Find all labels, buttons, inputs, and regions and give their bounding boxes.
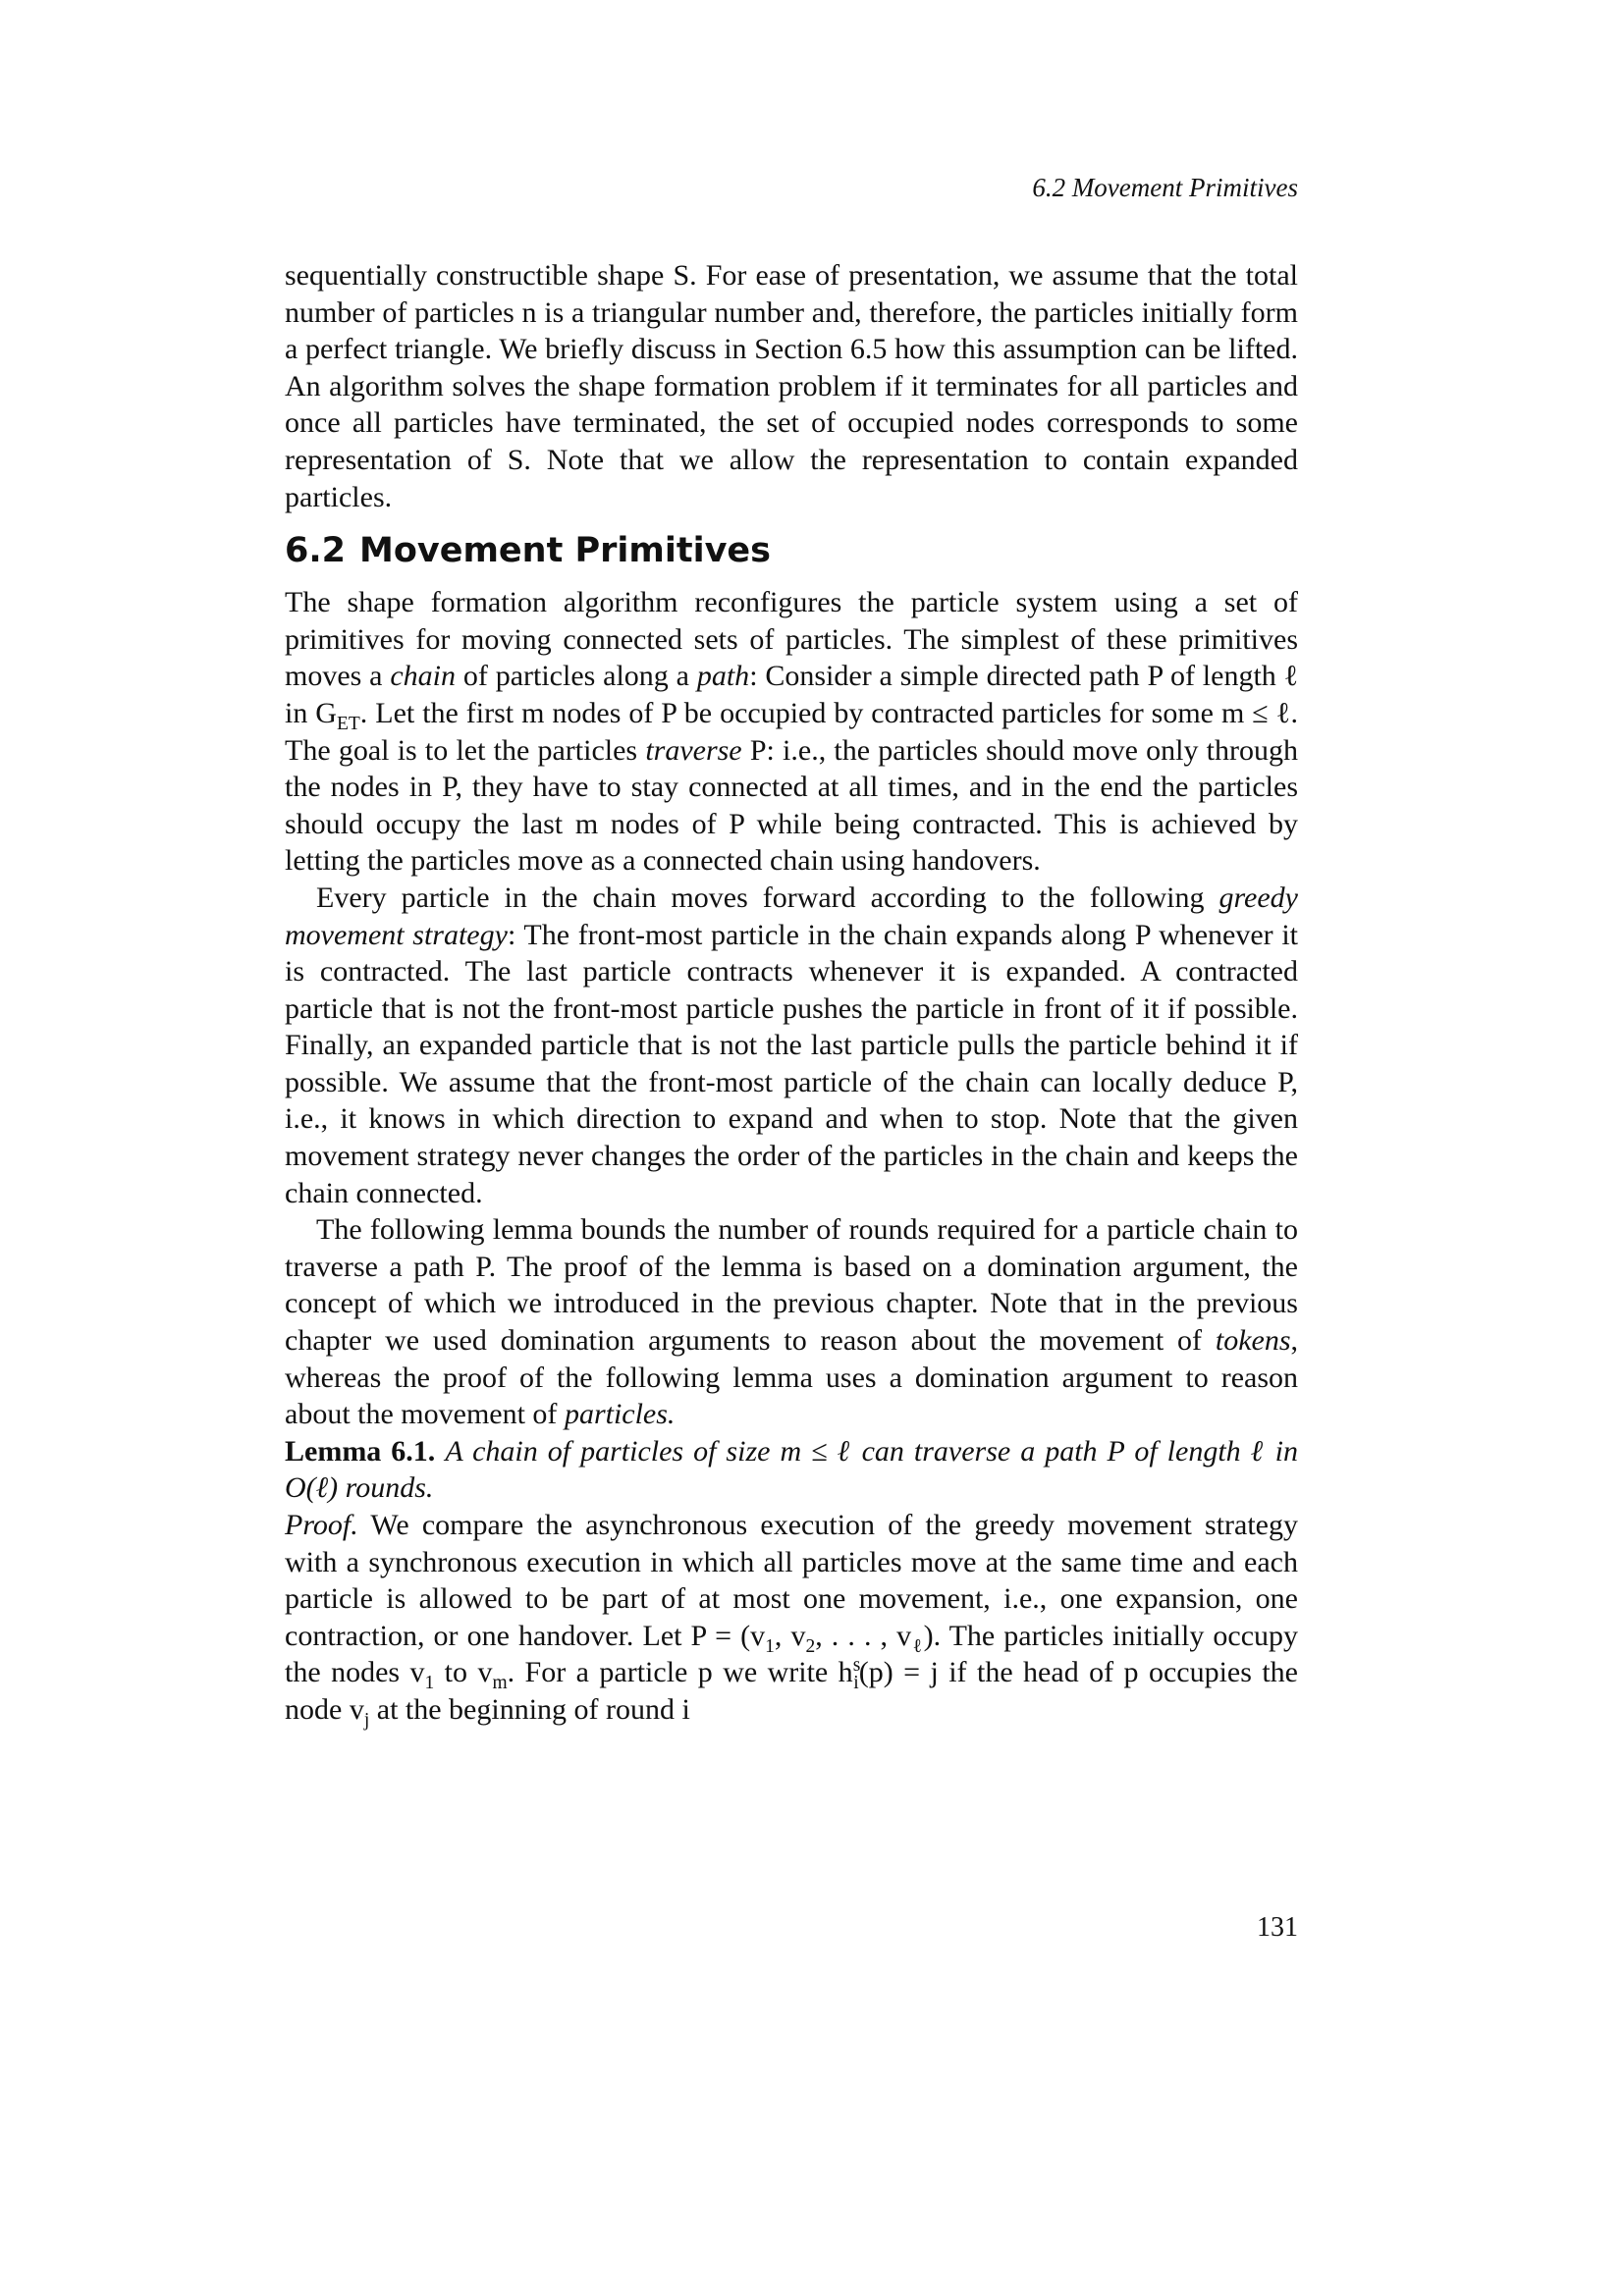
p2-text-b: : The front-most particle in the chain expands along P whenever it is contracted. The last particle contracts whenever it is expanded. A contracted particle that is not the front-most particle pushes the particle in front of it if possible. Finally, an expanded particle that is not the last particle pulls the particle behind it if possible. We assume that the front-most particle of the chain can locally deduce P, i.e., it knows in which direction to expand and when to stop. Note that the given movement strategy never changes the order of the particles in the chain and keeps the chain connected. — [285, 918, 1299, 1209]
page-body — [285, 257, 1298, 1729]
proof-sub: 1 — [765, 1635, 775, 1657]
proof — [285, 1507, 1298, 1729]
paragraph-3 — [285, 1211, 1298, 1433]
proof-text-b: , v — [774, 1619, 806, 1652]
p2-text-a: Every particle in the chain moves forward according to the following — [316, 881, 1219, 914]
p1-path: path — [696, 660, 750, 693]
p1-chain: chain — [390, 660, 456, 693]
lemma-statement: A chain of particles of size m ≤ ℓ can traverse a path P of length ℓ in O(ℓ) rounds. — [285, 1434, 1299, 1505]
running-header: 6.2 Movement Primitives — [1032, 173, 1298, 202]
proof-text-d: ). The particles initially occupy the nodes v — [285, 1619, 1299, 1689]
proof-sub: j — [363, 1709, 370, 1731]
p3-particles: particles. — [564, 1398, 676, 1431]
p1-text-a: The shape formation algorithm reconfigures the particle system using a set of primitives for moving connected sets of particles. The simplest of these primitives moves a — [285, 586, 1298, 693]
p1-text-d: . Let the first m nodes of P be occupied by contracted particles for some m ≤ ℓ. The goal is to let the particles — [285, 696, 1299, 767]
section-number: 6.2 — [285, 531, 347, 571]
page-number: 131 — [1257, 1912, 1298, 1943]
proof-label: Proof. — [285, 1509, 358, 1541]
proof-text-c: , . . . , v — [815, 1619, 912, 1652]
p1-traverse: traverse — [645, 733, 742, 767]
proof-text-g: (p) = j if the head of p occupies the node v — [285, 1656, 1299, 1726]
proof-text-h: at the beginning of round i — [369, 1692, 690, 1726]
p1-text-c: : Consider a simple directed path P of length ℓ in G — [285, 660, 1298, 729]
p2-greedy: greedy movement strategy — [285, 881, 1298, 951]
p1-text-b: of particles along a — [456, 660, 697, 693]
section-heading — [285, 529, 1298, 572]
proof-sub: ℓ — [911, 1635, 924, 1657]
section-title: Movement Primitives — [359, 531, 771, 571]
proof-text-e: to v — [434, 1656, 493, 1689]
lemma-6-1 — [285, 1433, 1298, 1507]
p3-tokens: tokens — [1215, 1324, 1291, 1358]
proof-text-f: . For a particle p we write h — [507, 1656, 853, 1689]
p3-text-b: , whereas the proof of the following lemma uses a domination argument to reason about the movement of — [285, 1324, 1298, 1431]
proof-sup: s — [852, 1655, 861, 1677]
paragraph-2 — [285, 880, 1298, 1211]
proof-sub: i — [853, 1673, 859, 1694]
proof-sub: 2 — [805, 1635, 816, 1657]
lemma-label: Lemma 6.1. — [285, 1434, 436, 1468]
p3-text-a: The following lemma bounds the number of rounds required for a particle chain to traverse a path P. The proof of the lemma is based on a domination argument, the concept of which we introduced in the previous chapter. Note that in the previous chapter we used domination arguments to reason about the movement of — [285, 1213, 1298, 1358]
proof-sub: m — [492, 1673, 508, 1694]
paragraph-1 — [285, 584, 1298, 880]
proof-sub: 1 — [424, 1673, 435, 1694]
intro-paragraph: sequentially constructible shape S. For ease of presentation, we assume that the total number of particles n is a triangular number and, therefore, the particles initially form a perfect triangle. We briefly discuss in Section 6.5 how this assumption can be lifted. An algorithm solves the shape formation problem if it terminates for all particles and once all particles have terminated, the set of occupied nodes corresponds to some representation of S. Note that we allow the representation to contain expanded particles. — [285, 259, 1298, 513]
proof-text-a: We compare the asynchronous execution of the greedy movement strategy with a synchronous execution in which all particles move at the same time and each particle is allowed to be part of at most one movement, i.e., one expansion, one contraction, or one handover. Let P = (v — [285, 1509, 1298, 1652]
p1-text-e: P: i.e., the particles should move only through the nodes in P, they have to stay connected at all times, and in the end the particles should occupy the last m nodes of P while being contracted. This is achieved by letting the particles move as a connected chain using handovers. — [285, 733, 1298, 878]
p1-sub-et: ET — [336, 713, 360, 734]
